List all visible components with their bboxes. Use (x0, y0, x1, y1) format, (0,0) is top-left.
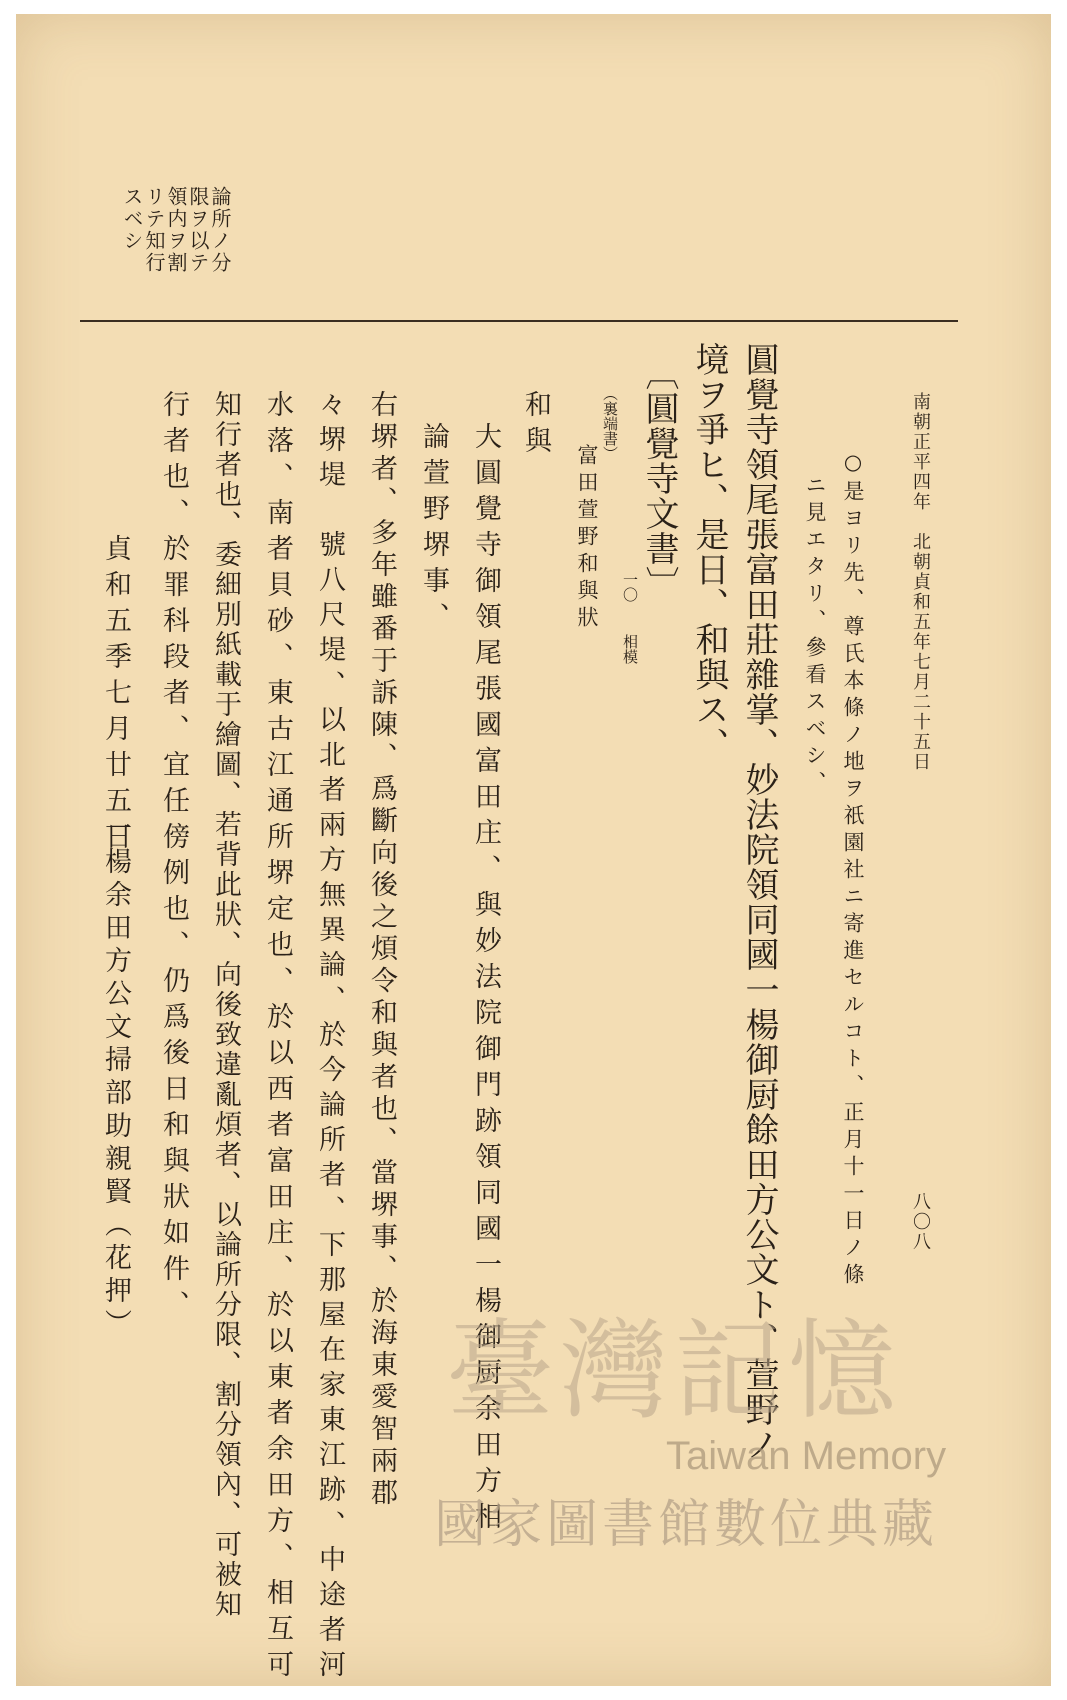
main-heading-line-2: 境ヲ爭ヒ、是日、和與ス、 (689, 342, 729, 762)
margin-note-line: 論所ノ分 (208, 186, 232, 274)
source-number: 一〇 (621, 572, 639, 602)
doc-line: 和與 (520, 390, 551, 462)
doc-line: 々堺堤 號八尺堤、以北者兩方無異論、於今論所者、下那屋在家東江跡、中途者河 (314, 390, 345, 1685)
date-line: 貞和五季七月廿五日 (100, 534, 131, 858)
note-line-2: ニ見エタリ、參看スベシ、 (803, 474, 827, 798)
doc-line: 行者也、於罪科段者、宜任傍例也、仍爲後日和與狀如件、 (158, 390, 189, 1326)
book-page (16, 14, 1051, 1686)
watermark-logo: 臺灣記憶 (446, 1309, 903, 1434)
doc-line: 右堺者、多年雖番于訴陳、爲斷向後之煩令和與者也、當堺事、於海東愛智兩郡 (366, 390, 397, 1510)
watermark-library: 國家圖書館數位典藏 (434, 1495, 939, 1555)
horizontal-rule (80, 320, 958, 322)
doc-line: 大圓覺寺御領尾張國富田庄、與妙法院御門跡領同國一楊御厨余田方相 (470, 422, 501, 1538)
page-number: 八〇八 (910, 1192, 931, 1252)
signature-line: 一楊余田方公文掃部助親賢（花押） (100, 814, 131, 1342)
source-title: 〔圓覺寺文書〕 (639, 356, 679, 601)
source-category: 相模 (621, 634, 639, 664)
watermark-english: Taiwan Memory (666, 1434, 947, 1478)
note-line-1: ○是ヨリ先、尊氏本條ノ地ヲ祇園社ニ寄進セルコト、正月十一日ノ條 (841, 450, 865, 1290)
back-note-label: （裏端書） (601, 386, 619, 461)
era-header: 南朝正平四年 北朝貞和五年七月二十五日 (910, 392, 931, 772)
doc-line: 水落、南者貝砂、東古江通所堺定也、於以西者富田庄、於以東者余田方、相互可 (262, 390, 293, 1686)
doc-line: 知行者也、委細別紙載于繪圖、若背此狀、向後致違亂煩者、以論所分限、割分領內、可被知 (210, 390, 241, 1620)
margin-note-line: スベシ (120, 186, 144, 252)
main-heading-line-1: 圓覺寺領尾張富田莊雜掌、妙法院領同國一楊御厨餘田方公文ト、萱野ノ (739, 342, 779, 1462)
doc-line: 論萱野堺事、 (418, 422, 449, 638)
margin-note-line: 限ヲ以テ (186, 186, 210, 274)
margin-note-line: 領内ヲ割 (164, 186, 188, 274)
back-note-text: 富田萱野和與狀 (575, 444, 599, 633)
margin-note-line: リテ知行 (142, 186, 166, 274)
